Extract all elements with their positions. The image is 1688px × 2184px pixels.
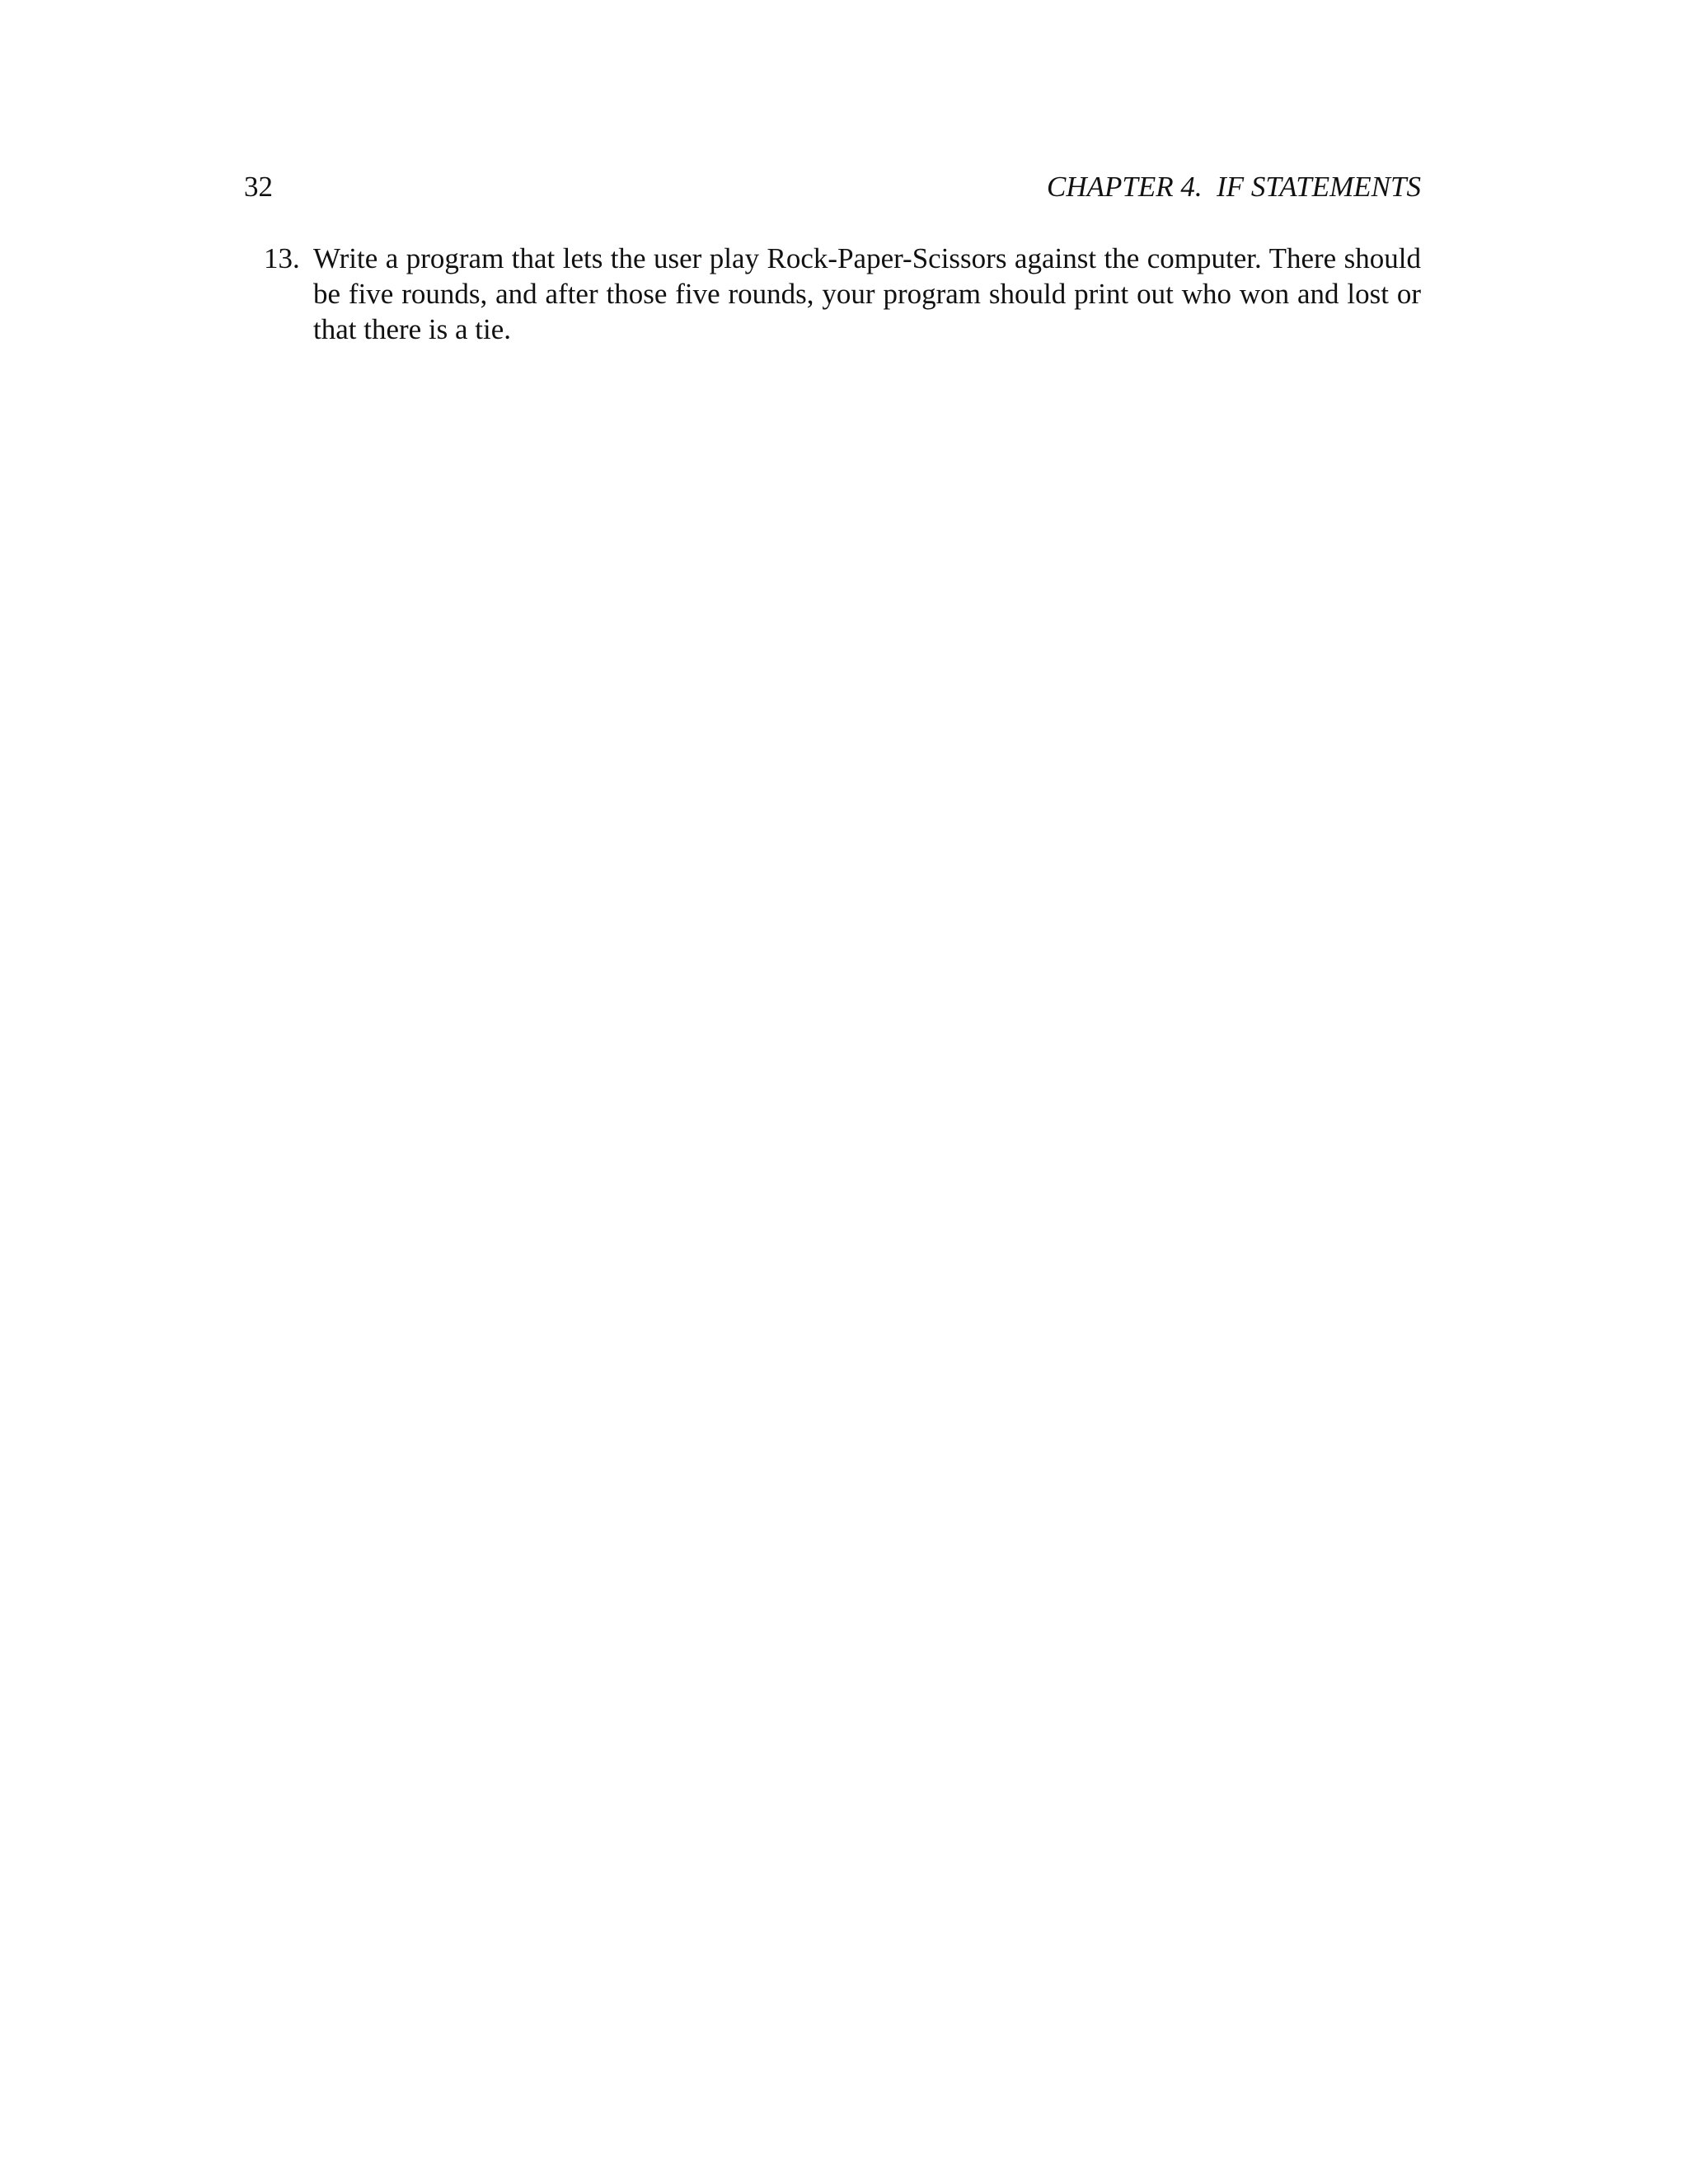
exercise-text: Write a program that lets the user play Rock-Paper-Scissors against the computer. There should be five rounds, and after those five rounds, your program should print out who won and lost or that there is a tie. <box>313 242 1421 345</box>
exercise-list <box>244 241 1421 347</box>
running-head: CHAPTER 4. IF STATEMENTS <box>1046 171 1421 203</box>
exercise-item <box>244 241 1421 347</box>
exercise-number: 13. <box>264 242 300 274</box>
page-number: 32 <box>244 171 273 203</box>
page-header <box>244 166 1421 208</box>
